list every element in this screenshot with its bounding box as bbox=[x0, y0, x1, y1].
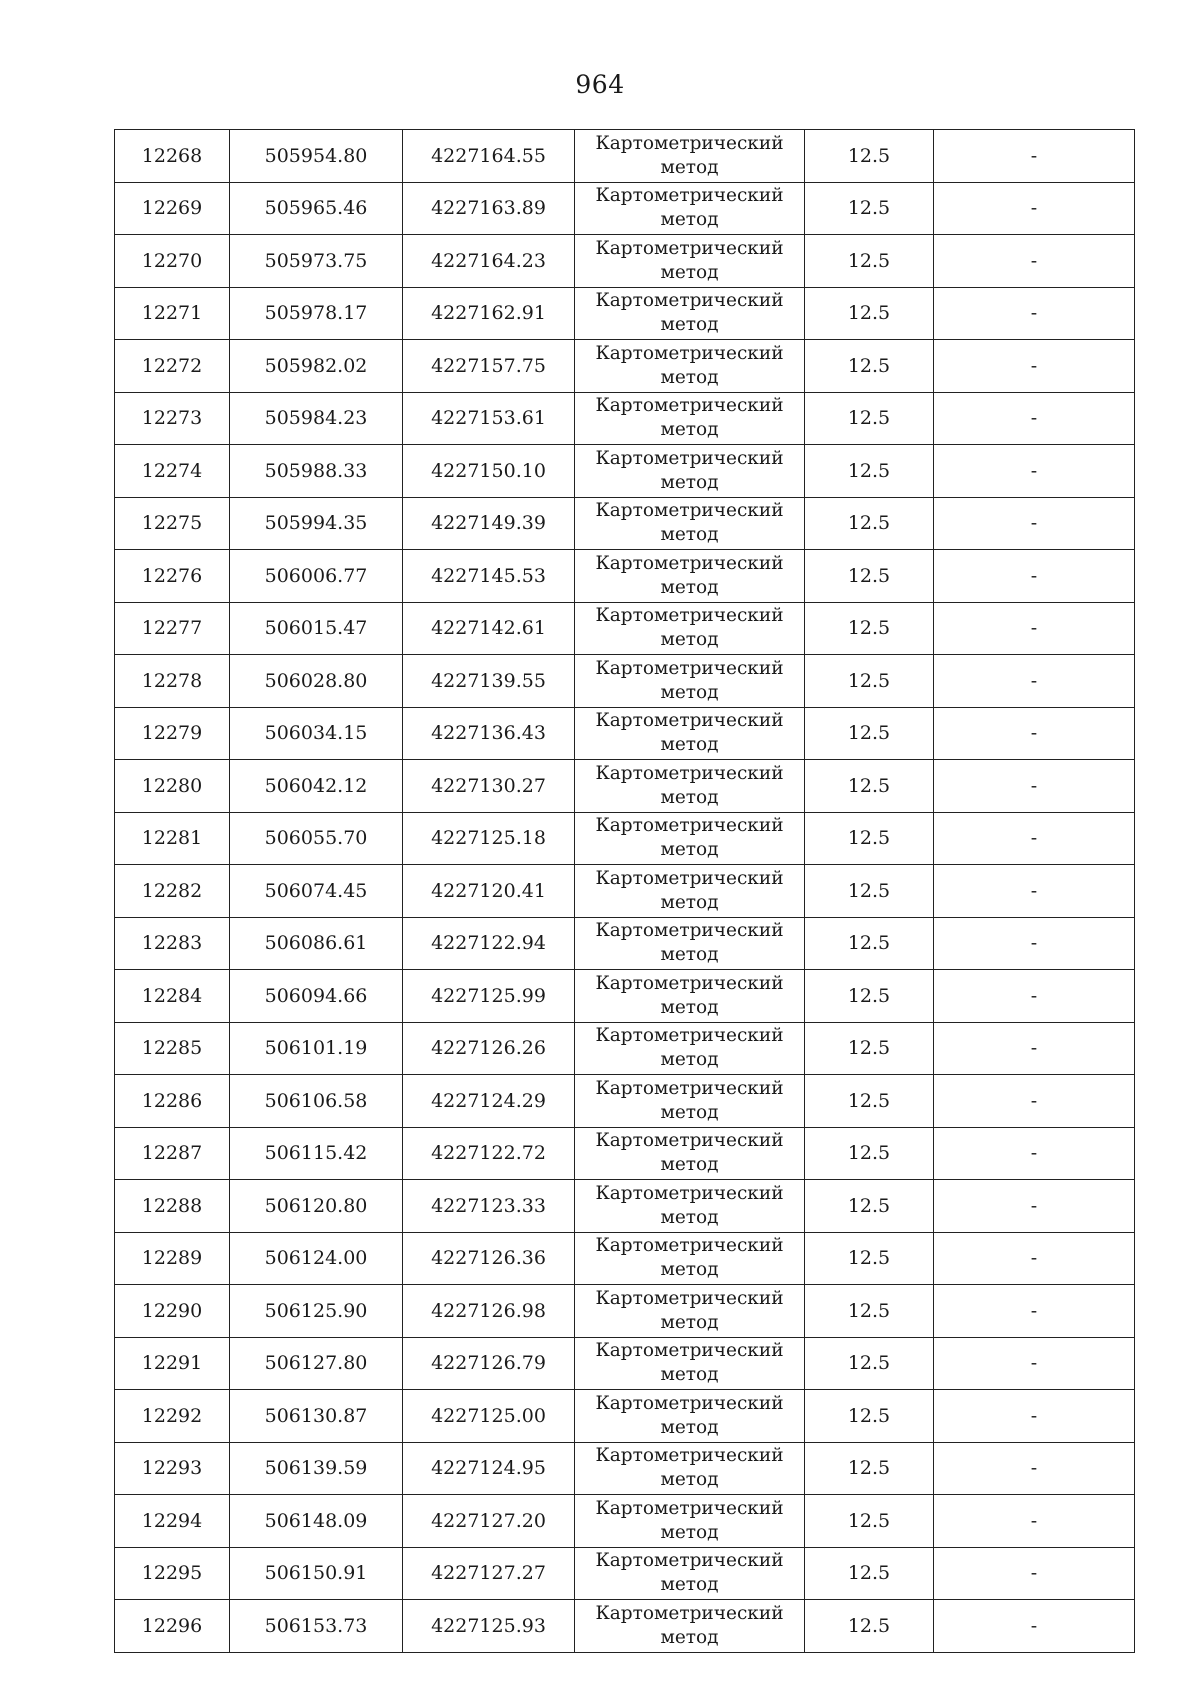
method-cell bbox=[575, 550, 805, 603]
method-line-2: метод bbox=[660, 209, 719, 231]
point-number-cell: 12275 bbox=[115, 497, 230, 550]
note-cell: - bbox=[934, 130, 1135, 183]
point-number-cell: 12269 bbox=[115, 182, 230, 235]
note-cell: - bbox=[934, 287, 1135, 340]
method-line-2: метод bbox=[660, 576, 719, 598]
accuracy-cell: 12.5 bbox=[805, 1337, 934, 1390]
method-line-1: Картометрический bbox=[595, 500, 784, 522]
note-cell: - bbox=[934, 1442, 1135, 1495]
method-line-1: Картометрический bbox=[595, 867, 784, 889]
x-coordinate-cell: 506042.12 bbox=[230, 760, 403, 813]
method-line-1: Картометрический bbox=[595, 1602, 784, 1624]
accuracy-cell: 12.5 bbox=[805, 917, 934, 970]
method-cell bbox=[575, 1127, 805, 1180]
x-coordinate-cell: 506106.58 bbox=[230, 1075, 403, 1128]
point-number-cell: 12279 bbox=[115, 707, 230, 760]
method-cell bbox=[575, 445, 805, 498]
accuracy-cell: 12.5 bbox=[805, 1022, 934, 1075]
table-row bbox=[115, 1022, 1135, 1075]
point-number-cell: 12272 bbox=[115, 340, 230, 393]
method-cell bbox=[575, 602, 805, 655]
method-line-1: Картометрический bbox=[595, 1182, 784, 1204]
method-line-2: метод bbox=[660, 261, 719, 283]
table-body bbox=[115, 130, 1135, 1653]
x-coordinate-cell: 506015.47 bbox=[230, 602, 403, 655]
note-cell: - bbox=[934, 1127, 1135, 1180]
accuracy-cell: 12.5 bbox=[805, 707, 934, 760]
method-line-1: Картометрический bbox=[595, 762, 784, 784]
method-line-2: метод bbox=[660, 1364, 719, 1386]
method-cell bbox=[575, 497, 805, 550]
method-cell bbox=[575, 970, 805, 1023]
y-coordinate-cell: 4227124.95 bbox=[403, 1442, 575, 1495]
method-line-1: Картометрический bbox=[595, 1287, 784, 1309]
method-cell bbox=[575, 760, 805, 813]
point-number-cell: 12291 bbox=[115, 1337, 230, 1390]
note-cell: - bbox=[934, 1180, 1135, 1233]
note-cell: - bbox=[934, 1285, 1135, 1338]
table-row bbox=[115, 1495, 1135, 1548]
x-coordinate-cell: 506124.00 bbox=[230, 1232, 403, 1285]
y-coordinate-cell: 4227126.26 bbox=[403, 1022, 575, 1075]
method-line-1: Картометрический bbox=[595, 1130, 784, 1152]
y-coordinate-cell: 4227150.10 bbox=[403, 445, 575, 498]
y-coordinate-cell: 4227122.94 bbox=[403, 917, 575, 970]
x-coordinate-cell: 506086.61 bbox=[230, 917, 403, 970]
method-line-2: метод bbox=[660, 524, 719, 546]
table-row bbox=[115, 917, 1135, 970]
note-cell: - bbox=[934, 445, 1135, 498]
table-row bbox=[115, 392, 1135, 445]
table-row bbox=[115, 550, 1135, 603]
table-row bbox=[115, 1390, 1135, 1443]
point-number-cell: 12283 bbox=[115, 917, 230, 970]
method-cell bbox=[575, 1547, 805, 1600]
y-coordinate-cell: 4227162.91 bbox=[403, 287, 575, 340]
y-coordinate-cell: 4227142.61 bbox=[403, 602, 575, 655]
method-cell bbox=[575, 1337, 805, 1390]
accuracy-cell: 12.5 bbox=[805, 1180, 934, 1233]
y-coordinate-cell: 4227149.39 bbox=[403, 497, 575, 550]
table-row bbox=[115, 1075, 1135, 1128]
method-line-2: метод bbox=[660, 1574, 719, 1596]
x-coordinate-cell: 506006.77 bbox=[230, 550, 403, 603]
method-line-2: метод bbox=[660, 1469, 719, 1491]
coordinates-table bbox=[114, 129, 1135, 1653]
method-cell bbox=[575, 812, 805, 865]
method-cell bbox=[575, 1180, 805, 1233]
method-cell bbox=[575, 655, 805, 708]
table-row bbox=[115, 1180, 1135, 1233]
method-line-2: метод bbox=[660, 471, 719, 493]
note-cell: - bbox=[934, 1022, 1135, 1075]
accuracy-cell: 12.5 bbox=[805, 287, 934, 340]
method-line-2: метод bbox=[660, 1259, 719, 1281]
method-line-2: метод bbox=[660, 1311, 719, 1333]
y-coordinate-cell: 4227163.89 bbox=[403, 182, 575, 235]
accuracy-cell: 12.5 bbox=[805, 812, 934, 865]
method-line-1: Картометрический bbox=[595, 552, 784, 574]
point-number-cell: 12295 bbox=[115, 1547, 230, 1600]
method-line-1: Картометрический bbox=[595, 342, 784, 364]
table-row bbox=[115, 707, 1135, 760]
table-row bbox=[115, 655, 1135, 708]
y-coordinate-cell: 4227126.36 bbox=[403, 1232, 575, 1285]
method-line-1: Картометрический bbox=[595, 1340, 784, 1362]
x-coordinate-cell: 506034.15 bbox=[230, 707, 403, 760]
method-line-2: метод bbox=[660, 1416, 719, 1438]
note-cell: - bbox=[934, 1390, 1135, 1443]
method-line-2: метод bbox=[660, 1154, 719, 1176]
table-row bbox=[115, 1442, 1135, 1495]
point-number-cell: 12270 bbox=[115, 235, 230, 288]
point-number-cell: 12287 bbox=[115, 1127, 230, 1180]
method-line-1: Картометрический bbox=[595, 290, 784, 312]
method-line-1: Картометрический bbox=[595, 657, 784, 679]
method-cell bbox=[575, 1442, 805, 1495]
y-coordinate-cell: 4227130.27 bbox=[403, 760, 575, 813]
method-cell bbox=[575, 1600, 805, 1653]
x-coordinate-cell: 506153.73 bbox=[230, 1600, 403, 1653]
method-line-2: метод bbox=[660, 156, 719, 178]
point-number-cell: 12268 bbox=[115, 130, 230, 183]
method-line-1: Картометрический bbox=[595, 605, 784, 627]
accuracy-cell: 12.5 bbox=[805, 340, 934, 393]
table-row bbox=[115, 1600, 1135, 1653]
y-coordinate-cell: 4227125.18 bbox=[403, 812, 575, 865]
x-coordinate-cell: 506125.90 bbox=[230, 1285, 403, 1338]
x-coordinate-cell: 506074.45 bbox=[230, 865, 403, 918]
accuracy-cell: 12.5 bbox=[805, 182, 934, 235]
accuracy-cell: 12.5 bbox=[805, 235, 934, 288]
y-coordinate-cell: 4227124.29 bbox=[403, 1075, 575, 1128]
y-coordinate-cell: 4227139.55 bbox=[403, 655, 575, 708]
note-cell: - bbox=[934, 707, 1135, 760]
method-line-1: Картометрический bbox=[595, 972, 784, 994]
table-row bbox=[115, 235, 1135, 288]
accuracy-cell: 12.5 bbox=[805, 445, 934, 498]
method-cell bbox=[575, 1495, 805, 1548]
accuracy-cell: 12.5 bbox=[805, 1547, 934, 1600]
method-line-2: метод bbox=[660, 734, 719, 756]
table-row bbox=[115, 1127, 1135, 1180]
method-cell bbox=[575, 865, 805, 918]
method-line-2: метод bbox=[660, 1101, 719, 1123]
x-coordinate-cell: 506139.59 bbox=[230, 1442, 403, 1495]
note-cell: - bbox=[934, 917, 1135, 970]
method-line-2: метод bbox=[660, 419, 719, 441]
method-line-2: метод bbox=[660, 1049, 719, 1071]
y-coordinate-cell: 4227125.99 bbox=[403, 970, 575, 1023]
method-line-2: метод bbox=[660, 1521, 719, 1543]
method-line-2: метод bbox=[660, 629, 719, 651]
note-cell: - bbox=[934, 865, 1135, 918]
point-number-cell: 12286 bbox=[115, 1075, 230, 1128]
note-cell: - bbox=[934, 1337, 1135, 1390]
method-line-1: Картометрический bbox=[595, 815, 784, 837]
x-coordinate-cell: 506148.09 bbox=[230, 1495, 403, 1548]
table-row bbox=[115, 1547, 1135, 1600]
note-cell: - bbox=[934, 1600, 1135, 1653]
x-coordinate-cell: 506055.70 bbox=[230, 812, 403, 865]
point-number-cell: 12290 bbox=[115, 1285, 230, 1338]
x-coordinate-cell: 505984.23 bbox=[230, 392, 403, 445]
table-row bbox=[115, 1232, 1135, 1285]
note-cell: - bbox=[934, 602, 1135, 655]
table-row bbox=[115, 497, 1135, 550]
method-line-1: Картометрический bbox=[595, 1392, 784, 1414]
x-coordinate-cell: 506094.66 bbox=[230, 970, 403, 1023]
accuracy-cell: 12.5 bbox=[805, 1232, 934, 1285]
method-cell bbox=[575, 1232, 805, 1285]
point-number-cell: 12292 bbox=[115, 1390, 230, 1443]
note-cell: - bbox=[934, 760, 1135, 813]
method-line-1: Картометрический bbox=[595, 920, 784, 942]
method-line-1: Картометрический bbox=[595, 132, 784, 154]
table-row bbox=[115, 602, 1135, 655]
note-cell: - bbox=[934, 497, 1135, 550]
y-coordinate-cell: 4227153.61 bbox=[403, 392, 575, 445]
note-cell: - bbox=[934, 970, 1135, 1023]
x-coordinate-cell: 506028.80 bbox=[230, 655, 403, 708]
page-number: 964 bbox=[575, 70, 625, 99]
method-line-1: Картометрический bbox=[595, 185, 784, 207]
method-line-2: метод bbox=[660, 681, 719, 703]
table-row bbox=[115, 445, 1135, 498]
method-line-1: Картометрический bbox=[595, 1445, 784, 1467]
accuracy-cell: 12.5 bbox=[805, 392, 934, 445]
point-number-cell: 12289 bbox=[115, 1232, 230, 1285]
point-number-cell: 12280 bbox=[115, 760, 230, 813]
accuracy-cell: 12.5 bbox=[805, 970, 934, 1023]
method-line-1: Картометрический bbox=[595, 395, 784, 417]
table-row bbox=[115, 1285, 1135, 1338]
y-coordinate-cell: 4227136.43 bbox=[403, 707, 575, 760]
method-cell bbox=[575, 1075, 805, 1128]
note-cell: - bbox=[934, 182, 1135, 235]
note-cell: - bbox=[934, 1547, 1135, 1600]
method-line-2: метод bbox=[660, 996, 719, 1018]
note-cell: - bbox=[934, 235, 1135, 288]
accuracy-cell: 12.5 bbox=[805, 1075, 934, 1128]
method-line-2: метод bbox=[660, 366, 719, 388]
method-line-1: Картометрический bbox=[595, 1025, 784, 1047]
method-cell bbox=[575, 1285, 805, 1338]
y-coordinate-cell: 4227125.93 bbox=[403, 1600, 575, 1653]
point-number-cell: 12276 bbox=[115, 550, 230, 603]
method-line-1: Картометрический bbox=[595, 447, 784, 469]
method-line-1: Картометрический bbox=[595, 1550, 784, 1572]
accuracy-cell: 12.5 bbox=[805, 602, 934, 655]
x-coordinate-cell: 506115.42 bbox=[230, 1127, 403, 1180]
table-row bbox=[115, 182, 1135, 235]
method-cell bbox=[575, 917, 805, 970]
method-cell bbox=[575, 287, 805, 340]
y-coordinate-cell: 4227120.41 bbox=[403, 865, 575, 918]
point-number-cell: 12293 bbox=[115, 1442, 230, 1495]
y-coordinate-cell: 4227126.79 bbox=[403, 1337, 575, 1390]
y-coordinate-cell: 4227127.20 bbox=[403, 1495, 575, 1548]
table-row bbox=[115, 865, 1135, 918]
table-row bbox=[115, 1337, 1135, 1390]
point-number-cell: 12296 bbox=[115, 1600, 230, 1653]
method-line-2: метод bbox=[660, 314, 719, 336]
method-line-2: метод bbox=[660, 839, 719, 861]
method-line-2: метод bbox=[660, 1206, 719, 1228]
note-cell: - bbox=[934, 655, 1135, 708]
method-line-2: метод bbox=[660, 1626, 719, 1648]
method-line-1: Картометрический bbox=[595, 1077, 784, 1099]
point-number-cell: 12285 bbox=[115, 1022, 230, 1075]
accuracy-cell: 12.5 bbox=[805, 760, 934, 813]
method-cell bbox=[575, 1022, 805, 1075]
x-coordinate-cell: 505973.75 bbox=[230, 235, 403, 288]
accuracy-cell: 12.5 bbox=[805, 130, 934, 183]
y-coordinate-cell: 4227122.72 bbox=[403, 1127, 575, 1180]
note-cell: - bbox=[934, 1075, 1135, 1128]
y-coordinate-cell: 4227164.55 bbox=[403, 130, 575, 183]
y-coordinate-cell: 4227127.27 bbox=[403, 1547, 575, 1600]
note-cell: - bbox=[934, 392, 1135, 445]
accuracy-cell: 12.5 bbox=[805, 1442, 934, 1495]
method-cell bbox=[575, 340, 805, 393]
point-number-cell: 12274 bbox=[115, 445, 230, 498]
method-cell bbox=[575, 182, 805, 235]
accuracy-cell: 12.5 bbox=[805, 1600, 934, 1653]
accuracy-cell: 12.5 bbox=[805, 1390, 934, 1443]
x-coordinate-cell: 505954.80 bbox=[230, 130, 403, 183]
method-line-1: Картометрический bbox=[595, 1235, 784, 1257]
y-coordinate-cell: 4227157.75 bbox=[403, 340, 575, 393]
table-row bbox=[115, 130, 1135, 183]
point-number-cell: 12288 bbox=[115, 1180, 230, 1233]
method-line-2: метод bbox=[660, 944, 719, 966]
point-number-cell: 12278 bbox=[115, 655, 230, 708]
point-number-cell: 12281 bbox=[115, 812, 230, 865]
table-row bbox=[115, 970, 1135, 1023]
point-number-cell: 12273 bbox=[115, 392, 230, 445]
method-cell bbox=[575, 130, 805, 183]
method-cell bbox=[575, 707, 805, 760]
note-cell: - bbox=[934, 340, 1135, 393]
method-line-1: Картометрический bbox=[595, 237, 784, 259]
x-coordinate-cell: 505982.02 bbox=[230, 340, 403, 393]
accuracy-cell: 12.5 bbox=[805, 550, 934, 603]
table-row bbox=[115, 760, 1135, 813]
accuracy-cell: 12.5 bbox=[805, 1495, 934, 1548]
x-coordinate-cell: 505988.33 bbox=[230, 445, 403, 498]
accuracy-cell: 12.5 bbox=[805, 655, 934, 708]
x-coordinate-cell: 505978.17 bbox=[230, 287, 403, 340]
x-coordinate-cell: 506150.91 bbox=[230, 1547, 403, 1600]
point-number-cell: 12271 bbox=[115, 287, 230, 340]
y-coordinate-cell: 4227145.53 bbox=[403, 550, 575, 603]
y-coordinate-cell: 4227164.23 bbox=[403, 235, 575, 288]
table-row bbox=[115, 287, 1135, 340]
y-coordinate-cell: 4227125.00 bbox=[403, 1390, 575, 1443]
note-cell: - bbox=[934, 812, 1135, 865]
accuracy-cell: 12.5 bbox=[805, 1127, 934, 1180]
note-cell: - bbox=[934, 1495, 1135, 1548]
method-cell bbox=[575, 392, 805, 445]
x-coordinate-cell: 506101.19 bbox=[230, 1022, 403, 1075]
y-coordinate-cell: 4227126.98 bbox=[403, 1285, 575, 1338]
method-line-1: Картометрический bbox=[595, 1497, 784, 1519]
note-cell: - bbox=[934, 550, 1135, 603]
point-number-cell: 12294 bbox=[115, 1495, 230, 1548]
accuracy-cell: 12.5 bbox=[805, 497, 934, 550]
table-row bbox=[115, 340, 1135, 393]
point-number-cell: 12284 bbox=[115, 970, 230, 1023]
x-coordinate-cell: 506127.80 bbox=[230, 1337, 403, 1390]
y-coordinate-cell: 4227123.33 bbox=[403, 1180, 575, 1233]
method-cell bbox=[575, 1390, 805, 1443]
point-number-cell: 12277 bbox=[115, 602, 230, 655]
method-line-2: метод bbox=[660, 786, 719, 808]
accuracy-cell: 12.5 bbox=[805, 1285, 934, 1338]
method-cell bbox=[575, 235, 805, 288]
method-line-1: Картометрический bbox=[595, 710, 784, 732]
method-line-2: метод bbox=[660, 891, 719, 913]
x-coordinate-cell: 505965.46 bbox=[230, 182, 403, 235]
point-number-cell: 12282 bbox=[115, 865, 230, 918]
note-cell: - bbox=[934, 1232, 1135, 1285]
x-coordinate-cell: 506120.80 bbox=[230, 1180, 403, 1233]
x-coordinate-cell: 506130.87 bbox=[230, 1390, 403, 1443]
x-coordinate-cell: 505994.35 bbox=[230, 497, 403, 550]
accuracy-cell: 12.5 bbox=[805, 865, 934, 918]
table-row bbox=[115, 812, 1135, 865]
